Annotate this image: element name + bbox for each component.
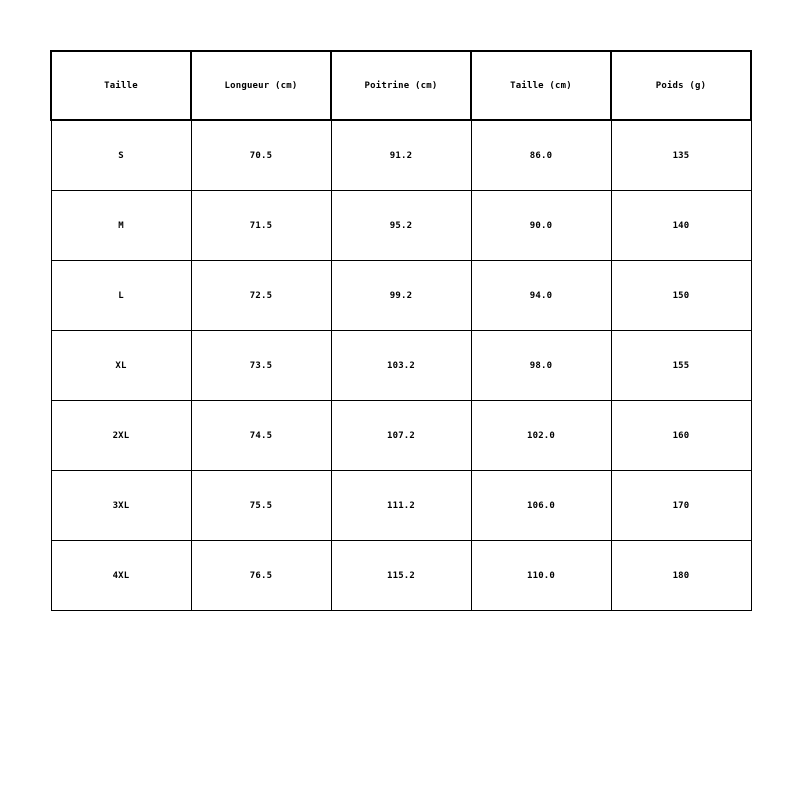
cell-length: 70.5 [191, 120, 331, 191]
cell-length: 76.5 [191, 541, 331, 611]
cell-size: S [51, 120, 191, 191]
cell-waist: 106.0 [471, 471, 611, 541]
cell-weight: 135 [611, 120, 751, 191]
cell-chest: 103.2 [331, 331, 471, 401]
cell-waist: 94.0 [471, 261, 611, 331]
cell-weight: 160 [611, 401, 751, 471]
cell-chest: 107.2 [331, 401, 471, 471]
table-row [51, 331, 751, 401]
cell-length: 75.5 [191, 471, 331, 541]
cell-waist: 98.0 [471, 331, 611, 401]
header-cell-waist: Taille (cm) [471, 51, 611, 120]
cell-length: 72.5 [191, 261, 331, 331]
header-cell-chest: Poitrine (cm) [331, 51, 471, 120]
header-row [51, 51, 751, 120]
table-body [51, 120, 751, 611]
cell-length: 71.5 [191, 191, 331, 261]
cell-size: XL [51, 331, 191, 401]
cell-size: 4XL [51, 541, 191, 611]
cell-waist: 86.0 [471, 120, 611, 191]
table-header [51, 51, 751, 120]
table-row [51, 261, 751, 331]
header-cell-weight: Poids (g) [611, 51, 751, 120]
cell-weight: 170 [611, 471, 751, 541]
cell-size: L [51, 261, 191, 331]
cell-chest: 91.2 [331, 120, 471, 191]
table-row [51, 120, 751, 191]
table-row [51, 191, 751, 261]
header-cell-size: Taille [51, 51, 191, 120]
cell-chest: 111.2 [331, 471, 471, 541]
cell-chest: 99.2 [331, 261, 471, 331]
cell-chest: 95.2 [331, 191, 471, 261]
cell-size: 2XL [51, 401, 191, 471]
size-chart-table [50, 50, 752, 611]
cell-weight: 155 [611, 331, 751, 401]
cell-waist: 90.0 [471, 191, 611, 261]
cell-waist: 110.0 [471, 541, 611, 611]
header-cell-length: Longueur (cm) [191, 51, 331, 120]
cell-size: M [51, 191, 191, 261]
cell-weight: 150 [611, 261, 751, 331]
cell-weight: 140 [611, 191, 751, 261]
cell-chest: 115.2 [331, 541, 471, 611]
table-row [51, 471, 751, 541]
cell-waist: 102.0 [471, 401, 611, 471]
cell-weight: 180 [611, 541, 751, 611]
table-row [51, 541, 751, 611]
cell-length: 74.5 [191, 401, 331, 471]
cell-size: 3XL [51, 471, 191, 541]
cell-length: 73.5 [191, 331, 331, 401]
table-row [51, 401, 751, 471]
